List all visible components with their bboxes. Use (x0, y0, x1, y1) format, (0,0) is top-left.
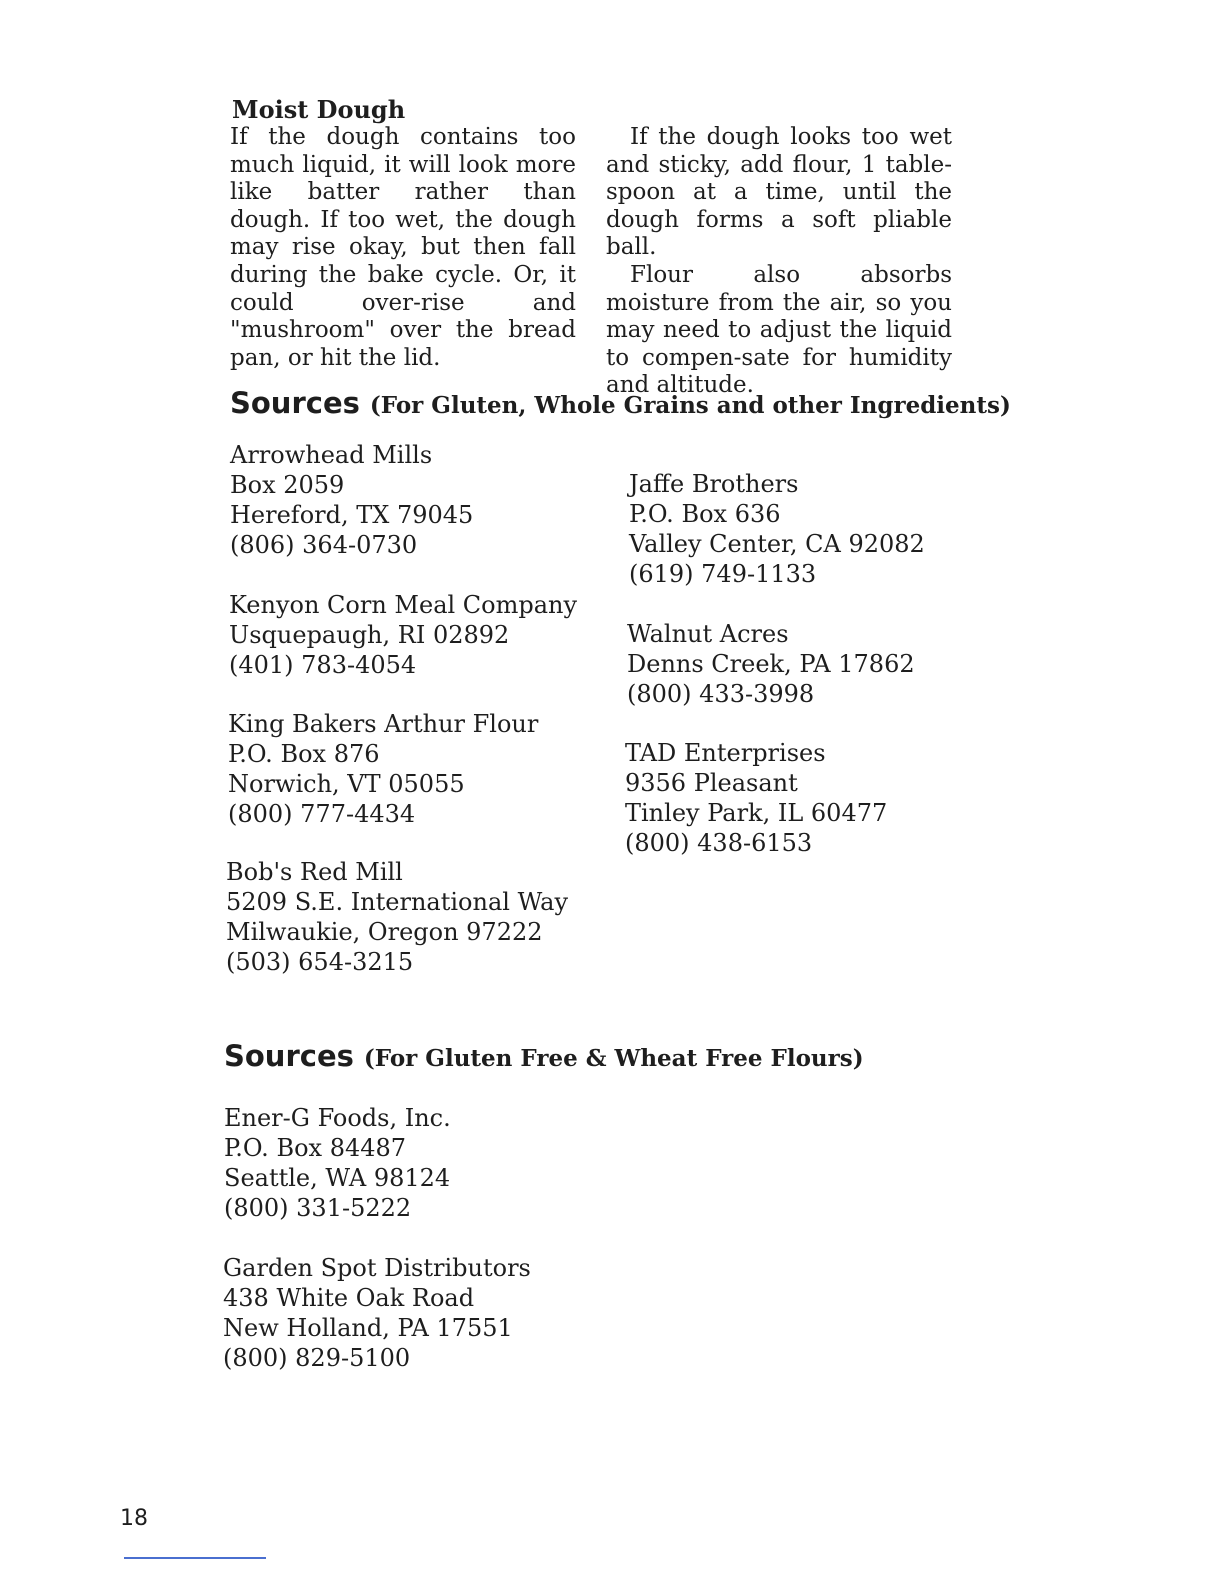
moist-dough-right-paragraph-1: If the dough looks too wet and sticky, add flour, 1 table-spoon at a time, until the dough forms a soft pliable ball. (606, 124, 952, 261)
supplier-phone: (800) 438-6153 (625, 829, 813, 857)
supplier-name: Garden Spot Distributors (223, 1254, 531, 1282)
supplier-address-line: P.O. Box 84487 (224, 1134, 407, 1162)
supplier-address-line: P.O. Box 876 (228, 740, 380, 768)
supplier-phone: (401) 783-4054 (229, 651, 417, 679)
supplier-garden-spot (223, 1253, 531, 1373)
sources-gluten-free-keyword: Sources (224, 1039, 354, 1073)
supplier-address-line: Norwich, VT 05055 (228, 770, 465, 798)
supplier-phone: (619) 749-1133 (629, 560, 817, 588)
supplier-address-line: Valley Center, CA 92082 (629, 530, 925, 558)
supplier-address-line: Denns Creek, PA 17862 (627, 650, 915, 678)
supplier-arrowhead-mills (230, 440, 473, 560)
moist-dough-right-text (606, 124, 952, 400)
supplier-address-line: 5209 S.E. International Way (226, 888, 569, 916)
supplier-name: Arrowhead Mills (230, 441, 433, 469)
page-number: 18 (120, 1506, 148, 1531)
sources-gluten-free-heading (224, 1039, 864, 1076)
supplier-address-line: Milwaukie, Oregon 97222 (226, 918, 543, 946)
supplier-ener-g-foods (224, 1103, 451, 1223)
sources-gluten-free-subtitle: (For Gluten Free & Wheat Free Flours) (363, 1045, 864, 1072)
supplier-walnut-acres (627, 619, 915, 709)
moist-dough-heading: Moist Dough (232, 95, 406, 124)
supplier-address-line: P.O. Box 636 (629, 500, 781, 528)
supplier-address-line: New Holland, PA 17551 (223, 1314, 513, 1342)
supplier-address-line: Tinley Park, IL 60477 (625, 799, 888, 827)
supplier-phone: (806) 364-0730 (230, 531, 418, 559)
supplier-address-line: 9356 Pleasant (625, 769, 798, 797)
bottom-rule (124, 1557, 266, 1559)
supplier-name: King Bakers Arthur Flour (228, 710, 539, 738)
supplier-jaffe-brothers (629, 469, 925, 589)
supplier-address-line: Box 2059 (230, 471, 345, 499)
supplier-address-line: Hereford, TX 79045 (230, 501, 474, 529)
supplier-phone: (800) 777-4434 (228, 800, 416, 828)
supplier-tad-enterprises (625, 738, 887, 858)
supplier-king-bakers (228, 709, 538, 829)
supplier-address-line: Seattle, WA 98124 (224, 1164, 451, 1192)
supplier-name: Kenyon Corn Meal Company (229, 591, 578, 619)
supplier-bobs-red-mill (226, 857, 568, 977)
sources-gluten-heading (230, 386, 1011, 423)
supplier-name: Jaffe Brothers (629, 470, 799, 498)
moist-dough-right-paragraph-2: Flour also absorbs moisture from the air, so you may need to adjust the liquid to compen-sate for humidity and altitude. (606, 261, 952, 399)
supplier-phone: (800) 433-3998 (627, 680, 815, 708)
moist-dough-left-text: If the dough contains too much liquid, it will look more like batter rather than dough. If too wet, the dough may rise okay, but then fall during the bake cycle. Or, it could over-rise and "mushroom" over the bread pan, or hit the lid. (230, 124, 576, 371)
supplier-name: Ener-G Foods, Inc. (224, 1104, 451, 1132)
supplier-phone: (800) 331-5222 (224, 1194, 412, 1222)
sources-gluten-keyword: Sources (230, 386, 360, 420)
supplier-address-line: Usquepaugh, RI 02892 (229, 621, 510, 649)
supplier-name: Bob's Red Mill (226, 858, 403, 886)
supplier-phone: (503) 654-3215 (226, 948, 414, 976)
supplier-kenyon-corn-meal (229, 590, 577, 680)
supplier-address-line: 438 White Oak Road (223, 1284, 475, 1312)
sources-gluten-subtitle: (For Gluten, Whole Grains and other Ingredients) (369, 392, 1011, 419)
supplier-name: Walnut Acres (627, 620, 789, 648)
supplier-name: TAD Enterprises (625, 739, 826, 767)
supplier-phone: (800) 829-5100 (223, 1344, 411, 1372)
